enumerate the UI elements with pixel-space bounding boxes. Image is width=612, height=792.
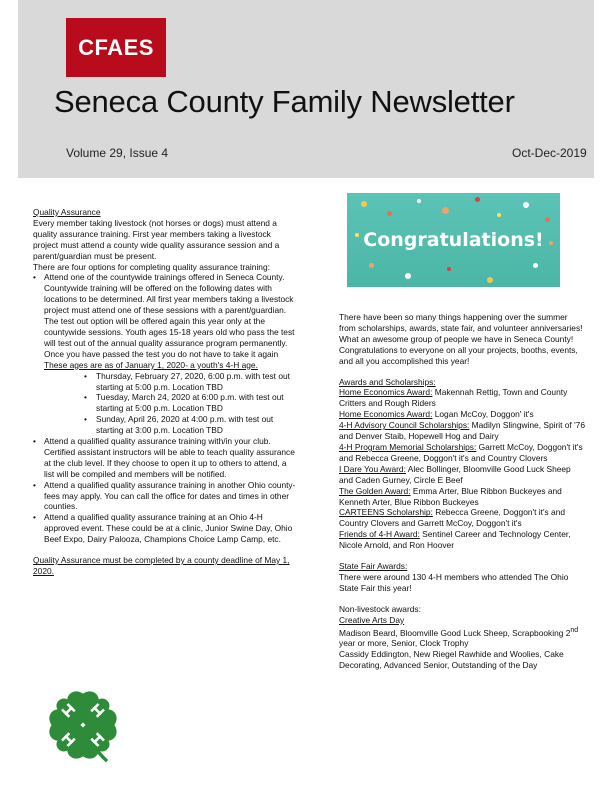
qa-intro: Every member taking livestock (not horses or dogs) must attend a quality assurance training. First year members taking a livestock project must attend a county wide quality assurance session and a parent/guardian must be present. (33, 217, 280, 261)
qa-option: • Attend a qualified quality assurance training with/in your club. Certified assistant instructors will be able to teach quality assurance at the club level. If they choose to open it up to others to attend, a list will be compiled and members will be notified. (33, 436, 298, 480)
cfaes-logo: CFAES (66, 18, 166, 77)
award-entry: Home Economics Award: Makennah Rettig, Town and County Critters and Rough Riders (339, 387, 568, 409)
qa-option (33, 272, 298, 436)
training-date: • Sunday, April 26, 2020 at 4:00 p.m. with test out starting at 3:00 p.m. Location TBD (84, 414, 298, 436)
qa-deadline: Quality Assurance must be completed by a county deadline of May 1, 2020. (33, 555, 290, 576)
qa-option: • Attend a qualified quality assurance training at an Ohio 4-H approved event. These could be at a clinic, Junior Swine Day, Ohio Beef Expo, Dairy Palooza, Champions Choice Lamp Camp, etc. (33, 512, 298, 545)
state-fair-text: There were around 130 4-H members who attended The Ohio State Fair this year! (339, 571, 569, 593)
age-note: These ages are as of January 1, 2020- a youth's 4-H age. (44, 359, 258, 370)
masthead (18, 0, 594, 178)
quality-assurance-section (33, 207, 298, 577)
section-heading: Quality Assurance (33, 207, 101, 217)
award-entry: CARTEENS Scholarship: Rebecca Greene, Doggon't it's and Country Clovers and Garrett McCoy, Doggon't it's (339, 507, 566, 529)
issue-date: Oct-Dec-2019 (512, 146, 587, 160)
award-entry: 4-H Program Memorial Scholarships: Garrett McCoy, Doggon't it's and Rebecca Greene, Doggon't it's and Country Clovers (339, 441, 583, 463)
award-entry: Friends of 4-H Award: Sentinel Career and Technology Center, Nicole Arnold, and Ron Hoover (339, 529, 571, 551)
creative-arts-entry: Madison Beard, Bloomville Good Luck Sheep, Scrapbooking 2nd year or more, Senior, Clock Trophy (339, 626, 579, 649)
creative-arts-entry: Cassidy Eddington, New Riegel Rawhide and Woolies, Cake Decorating, Advanced Senior, Outstanding of the Day (339, 649, 564, 671)
4h-clover-icon (40, 682, 126, 768)
qa-options-intro: There are four options for completing quality assurance training: (33, 261, 270, 272)
training-date: • Tuesday, March 24, 2020 at 6:00 p.m. with test out starting at 5:00 p.m. Location TBD (84, 392, 298, 414)
awards-section (339, 312, 585, 671)
awards-intro: There have been so many things happening over the summer from scholarships, awards, state fair, and volunteer anniversaries! What an awesome group of people we have in Seneca County! Congratulations to everyone on all your projects, booths, events, and all you accomplished this year! (339, 312, 583, 366)
awards-heading: Awards and Scholarships: (339, 376, 436, 387)
congratulations-banner (347, 193, 560, 287)
qa-options-list (33, 272, 298, 545)
qa-option-text: Attend one of the countywide trainings offered in Seneca County. Countywide training will be offered on the following dates with locations to be determined. All first year members taking a livestock project must attend one of these sessions with a parent/guardian. The test out option will be offered again this year only at the countywide sessions. Youth ages 15-18 years old who pass the test will test out of the annual quality assurance program permanently. Once you have passed the test you do not have to take it again (44, 272, 295, 359)
award-entry: 4-H Advisory Council Scholarships: Madilyn Slingwine, Spirit of '76 and Denver Staib, Hopewell Hog and Dairy (339, 420, 585, 442)
award-entry: Home Economics Award: Logan McCoy, Doggon' it's (339, 409, 534, 420)
state-fair-heading: State Fair Awards: (339, 561, 408, 572)
nonlivestock-heading: Non-livestock awards: (339, 603, 421, 614)
qa-option: • Attend a qualified quality assurance training in another Ohio county- fees may apply. You can call the office for dates and times in other counties. (33, 480, 298, 513)
award-entry: The Golden Award: Emma Arter, Blue Ribbon Buckeyes and Kenneth Arter, Blue Ribbon Buckeyes (339, 485, 562, 507)
training-dates (44, 371, 298, 436)
congratulations-text: Congratulations! (363, 229, 544, 251)
training-date: • Thursday, February 27, 2020, 6:00 p.m. with test out starting at 5:00 p.m. Location TBD (84, 371, 298, 393)
newsletter-title: Seneca County Family Newsletter (54, 84, 515, 119)
award-entry: I Dare You Award: Alec Bollinger, Bloomville Good Luck Sheep and Caden Gurney, Circle E Beef (339, 463, 571, 485)
creative-arts-heading: Creative Arts Day (339, 614, 405, 625)
volume-issue: Volume 29, Issue 4 (66, 146, 169, 160)
